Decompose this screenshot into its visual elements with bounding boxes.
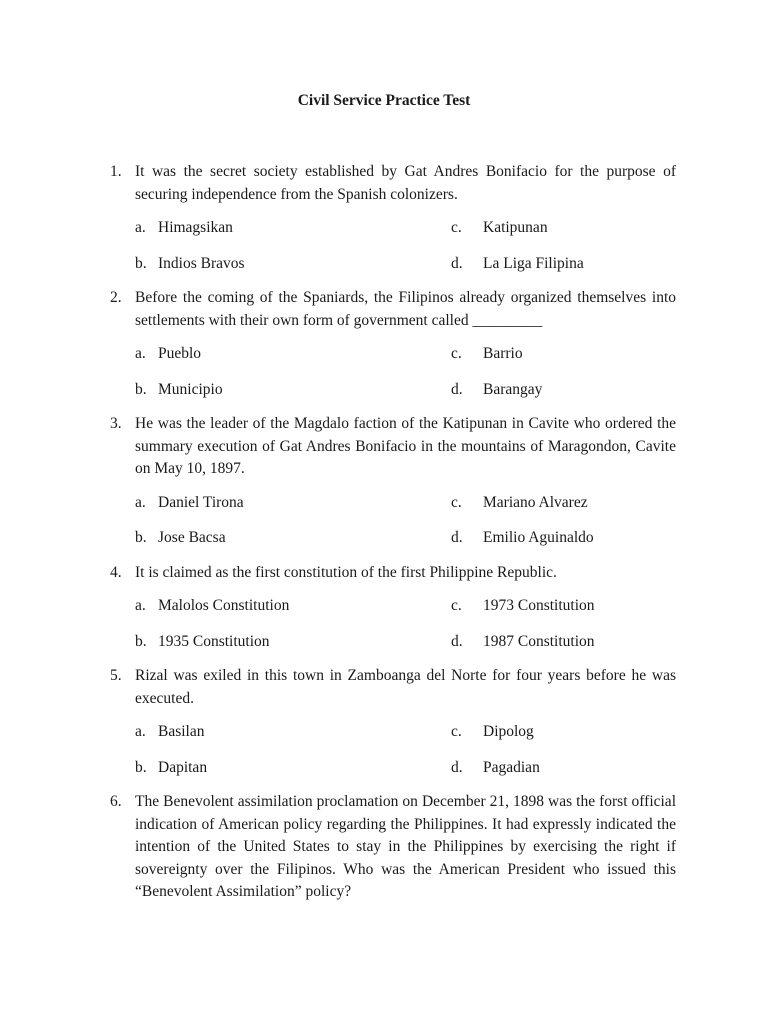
choice-letter: b. bbox=[135, 632, 147, 650]
question-2 bbox=[110, 287, 676, 332]
choice-b bbox=[135, 757, 451, 780]
choice-c bbox=[451, 217, 701, 240]
choice-c bbox=[451, 343, 701, 366]
choice-letter: a. bbox=[135, 597, 146, 614]
choice-text: Daniel Tirona bbox=[158, 493, 244, 511]
choice-a bbox=[135, 721, 451, 744]
choice-text: 1935 Constitution bbox=[158, 632, 270, 650]
choice-text: Mariano Alvarez bbox=[483, 493, 588, 511]
choice-text: Pagadian bbox=[483, 758, 540, 776]
question-1 bbox=[110, 161, 676, 206]
choice-b bbox=[135, 527, 451, 550]
question-text: He was the leader of the Magdalo faction of the Katipunan in Cavite who ordered the summary execution of Gat Andres Bonifacio in the mountains of Maragondon, Cavite on May 10, 1897. bbox=[135, 415, 676, 477]
choice-letter: d. bbox=[451, 254, 463, 272]
choice-text: Barangay bbox=[483, 380, 543, 398]
choice-letter: b. bbox=[135, 758, 147, 776]
choice-list bbox=[135, 217, 676, 275]
choice-a bbox=[135, 217, 451, 240]
question-number: 1. bbox=[110, 163, 122, 180]
choice-d bbox=[451, 757, 701, 780]
choice-letter: b. bbox=[135, 254, 147, 272]
choice-text: Katipunan bbox=[483, 219, 548, 236]
question-list bbox=[110, 161, 676, 915]
choice-a bbox=[135, 492, 451, 515]
choice-a bbox=[135, 595, 451, 618]
choice-text: La Liga Filipina bbox=[483, 254, 584, 272]
choice-list bbox=[135, 492, 676, 550]
choice-letter: a. bbox=[135, 219, 146, 236]
question-number: 6. bbox=[110, 793, 122, 810]
page-title: Civil Service Practice Test bbox=[297, 92, 471, 109]
choice-text: Indios Bravos bbox=[158, 254, 245, 272]
choice-letter: c. bbox=[451, 345, 462, 362]
choice-letter: d. bbox=[451, 632, 463, 650]
question-text: It is claimed as the first constitution of the first Philippine Republic. bbox=[135, 563, 557, 581]
choice-a bbox=[135, 343, 451, 366]
choice-letter: d. bbox=[451, 380, 463, 398]
choice-letter: c. bbox=[451, 493, 462, 511]
choice-letter: a. bbox=[135, 493, 146, 511]
choice-d bbox=[451, 253, 701, 276]
choice-list bbox=[135, 343, 676, 401]
choice-b bbox=[135, 631, 451, 654]
choice-text: Emilio Aguinaldo bbox=[483, 529, 594, 546]
question-4 bbox=[110, 562, 676, 585]
question-6 bbox=[110, 791, 676, 904]
choice-letter: d. bbox=[451, 758, 463, 776]
choice-list bbox=[135, 595, 676, 653]
choice-letter: b. bbox=[135, 529, 147, 546]
choice-c bbox=[451, 721, 701, 744]
choice-letter: a. bbox=[135, 723, 146, 740]
choice-c bbox=[451, 595, 701, 618]
choice-text: Himagsikan bbox=[158, 219, 233, 236]
question-number: 4. bbox=[110, 563, 122, 581]
choice-letter: c. bbox=[451, 597, 462, 614]
choice-letter: a. bbox=[135, 345, 146, 362]
choice-letter: d. bbox=[451, 529, 463, 546]
choice-d bbox=[451, 379, 701, 402]
choice-text: Barrio bbox=[483, 345, 523, 362]
choice-letter: c. bbox=[451, 219, 462, 236]
choice-d bbox=[451, 631, 701, 654]
question-number: 5. bbox=[110, 667, 122, 684]
choice-text: Municipio bbox=[158, 380, 223, 398]
question-text: Rizal was exiled in this town in Zamboanga del Norte for four years before he was executed. bbox=[135, 667, 676, 707]
choice-text: Pueblo bbox=[158, 345, 202, 362]
choice-b bbox=[135, 379, 451, 402]
choice-d bbox=[451, 527, 701, 550]
question-text: The Benevolent assimilation proclamation on December 21, 1898 was the forst official indication of American policy regarding the Philippines. It had expressly indicated the intention of the United States to stay in the Philippines by exercising the right if sovereignty over the Filipinos. Who was the American President who issued this “Benevolent Assimilation” policy? bbox=[135, 793, 676, 900]
choice-text: Malolos Constitution bbox=[158, 597, 290, 614]
choice-c bbox=[451, 492, 701, 515]
choice-text: Dapitan bbox=[158, 758, 208, 776]
choice-text: 1973 Constitution bbox=[483, 597, 595, 614]
question-number: 2. bbox=[110, 289, 122, 306]
choice-list bbox=[135, 721, 676, 779]
question-text: It was the secret society established by Gat Andres Bonifacio for the purpose of securing independence from the Spanish colonizers. bbox=[135, 163, 676, 203]
choice-text: Basilan bbox=[158, 723, 205, 740]
question-5 bbox=[110, 665, 676, 710]
choice-b bbox=[135, 253, 451, 276]
choice-letter: c. bbox=[451, 723, 462, 740]
choice-text: Jose Bacsa bbox=[158, 529, 226, 546]
choice-text: Dipolog bbox=[483, 723, 534, 740]
question-3 bbox=[110, 413, 676, 481]
choice-text: 1987 Constitution bbox=[483, 632, 595, 650]
question-text: Before the coming of the Spaniards, the Filipinos already organized themselves into settlements with their own form of government called _________ bbox=[135, 289, 676, 329]
question-number: 3. bbox=[110, 415, 122, 432]
choice-letter: b. bbox=[135, 380, 147, 398]
